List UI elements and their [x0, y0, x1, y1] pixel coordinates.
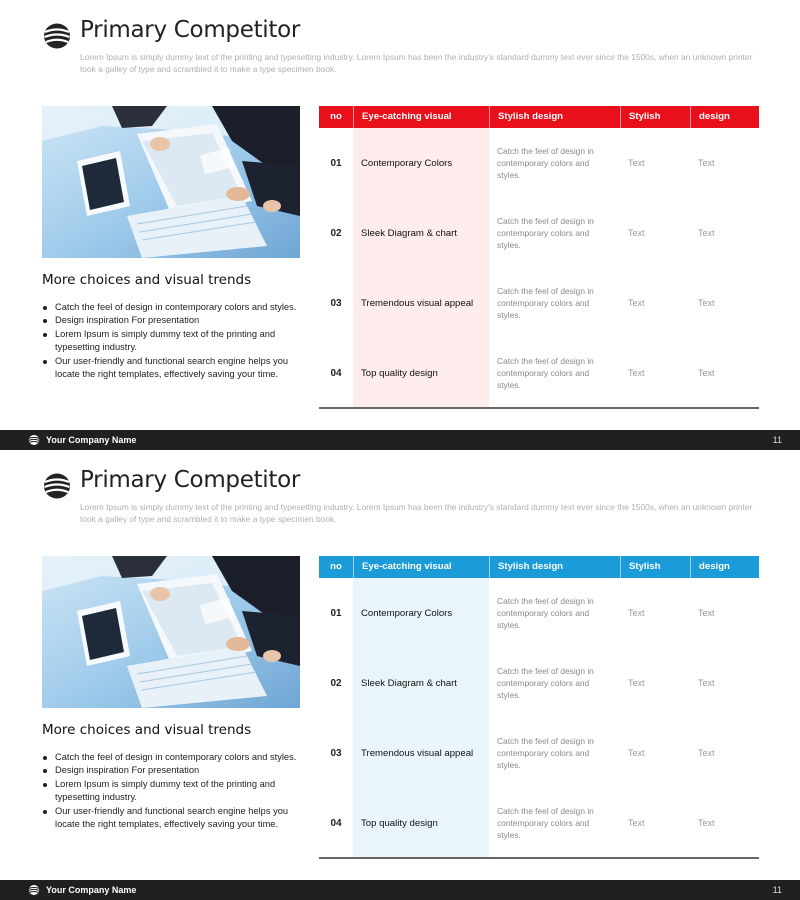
row-number: 03 — [330, 747, 342, 759]
footer-bar — [0, 880, 800, 900]
bullet-item: Lorem Ipsum is simply dummy text of the printing and typesetting industry. — [42, 328, 304, 355]
row-description: Catch the feel of design in contemporary colors and styles. — [497, 736, 594, 770]
row-number: 02 — [330, 677, 342, 689]
page-subtitle: Lorem Ipsum is simply dummy text of the printing and typesetting industry. Lorem Ipsum has been the industry's standard dummy text ever since the 1500s, when an unknown printer took a galley of type and scrambled it to make a type specimen book. — [80, 502, 753, 524]
row-cell-stylish: Text — [628, 608, 645, 618]
row-cell-design: Text — [698, 818, 715, 828]
row-name: Sleek Diagram & chart — [361, 677, 457, 689]
column-header-stylish: Stylish — [620, 106, 690, 128]
business-meeting-photo — [42, 106, 300, 258]
bullet-item: Design inspiration For presentation — [42, 764, 304, 777]
bullet-item: Catch the feel of design in contemporary colors and styles. — [42, 751, 304, 764]
row-cell-design: Text — [698, 298, 715, 308]
column-header-eye-catching-visual: Eye-catching visual — [353, 106, 489, 128]
column-header-design: design — [690, 556, 759, 578]
table-row — [319, 788, 759, 858]
footer-bar — [0, 430, 800, 450]
column-header-eye-catching-visual: Eye-catching visual — [353, 556, 489, 578]
row-number: 04 — [330, 817, 342, 829]
row-name: Sleek Diagram & chart — [361, 227, 457, 239]
page-number: 11 — [772, 885, 782, 895]
section-heading: More choices and visual trends — [42, 722, 252, 738]
page-title: Primary Competitor — [80, 17, 301, 43]
globe-logo-icon — [28, 884, 40, 896]
page-title: Primary Competitor — [80, 467, 301, 493]
bullet-list — [42, 751, 304, 831]
table-header — [319, 556, 759, 578]
row-name: Contemporary Colors — [361, 157, 453, 169]
page-subtitle: Lorem Ipsum is simply dummy text of the printing and typesetting industry. Lorem Ipsum has been the industry's standard dummy text ever since the 1500s, when an unknown printer took a galley of type and scrambled it to make a type specimen book. — [80, 52, 753, 74]
row-number: 04 — [330, 367, 342, 379]
row-cell-design: Text — [698, 678, 715, 688]
row-cell-design: Text — [698, 368, 715, 378]
footer-company-name: Your Company Name — [46, 435, 137, 445]
table-row — [319, 198, 759, 268]
row-cell-stylish: Text — [628, 228, 645, 238]
row-cell-design: Text — [698, 158, 715, 168]
row-cell-stylish: Text — [628, 818, 645, 828]
row-number: 01 — [330, 607, 342, 619]
row-cell-design: Text — [698, 228, 715, 238]
row-name: Top quality design — [361, 817, 438, 829]
column-header-stylish-design: Stylish design — [489, 556, 620, 578]
page-number: 11 — [772, 435, 782, 445]
row-cell-stylish: Text — [628, 158, 645, 168]
row-name: Top quality design — [361, 367, 438, 379]
table-row — [319, 648, 759, 718]
row-number: 02 — [330, 227, 342, 239]
row-cell-stylish: Text — [628, 368, 645, 378]
table-header — [319, 106, 759, 128]
globe-logo-icon — [28, 434, 40, 446]
globe-logo-icon — [42, 22, 72, 50]
table-row — [319, 128, 759, 198]
column-header-no: no — [319, 106, 353, 128]
row-description: Catch the feel of design in contemporary colors and styles. — [497, 596, 594, 630]
row-cell-stylish: Text — [628, 748, 645, 758]
table-row — [319, 578, 759, 648]
row-cell-stylish: Text — [628, 298, 645, 308]
table-row — [319, 268, 759, 338]
globe-logo-icon — [42, 472, 72, 500]
row-name: Contemporary Colors — [361, 607, 453, 619]
table-bottom-rule — [319, 407, 759, 409]
table-row — [319, 718, 759, 788]
row-description: Catch the feel of design in contemporary colors and styles. — [497, 806, 594, 840]
bullet-item: Our user-friendly and functional search engine helps you locate the right templates, effectively saving your time. — [42, 355, 304, 382]
row-description: Catch the feel of design in contemporary colors and styles. — [497, 286, 594, 320]
row-description: Catch the feel of design in contemporary colors and styles. — [497, 666, 594, 700]
row-cell-stylish: Text — [628, 678, 645, 688]
slide — [0, 450, 800, 900]
row-description: Catch the feel of design in contemporary colors and styles. — [497, 146, 594, 180]
bullet-list — [42, 301, 304, 381]
column-header-stylish: Stylish — [620, 556, 690, 578]
row-description: Catch the feel of design in contemporary colors and styles. — [497, 216, 594, 250]
row-cell-design: Text — [698, 748, 715, 758]
column-header-design: design — [690, 106, 759, 128]
column-header-stylish-design: Stylish design — [489, 106, 620, 128]
footer-company-name: Your Company Name — [46, 885, 137, 895]
row-number: 01 — [330, 157, 342, 169]
row-description: Catch the feel of design in contemporary colors and styles. — [497, 356, 594, 390]
bullet-item: Lorem Ipsum is simply dummy text of the printing and typesetting industry. — [42, 778, 304, 805]
table-row — [319, 338, 759, 408]
row-number: 03 — [330, 297, 342, 309]
row-name: Tremendous visual appeal — [361, 747, 474, 759]
section-heading: More choices and visual trends — [42, 272, 252, 288]
comparison-table — [319, 556, 759, 860]
bullet-item: Our user-friendly and functional search engine helps you locate the right templates, effectively saving your time. — [42, 805, 304, 832]
row-name: Tremendous visual appeal — [361, 297, 474, 309]
column-header-no: no — [319, 556, 353, 578]
table-bottom-rule — [319, 857, 759, 859]
business-meeting-photo — [42, 556, 300, 708]
comparison-table — [319, 106, 759, 410]
bullet-item: Catch the feel of design in contemporary colors and styles. — [42, 301, 304, 314]
row-cell-design: Text — [698, 608, 715, 618]
bullet-item: Design inspiration For presentation — [42, 314, 304, 327]
